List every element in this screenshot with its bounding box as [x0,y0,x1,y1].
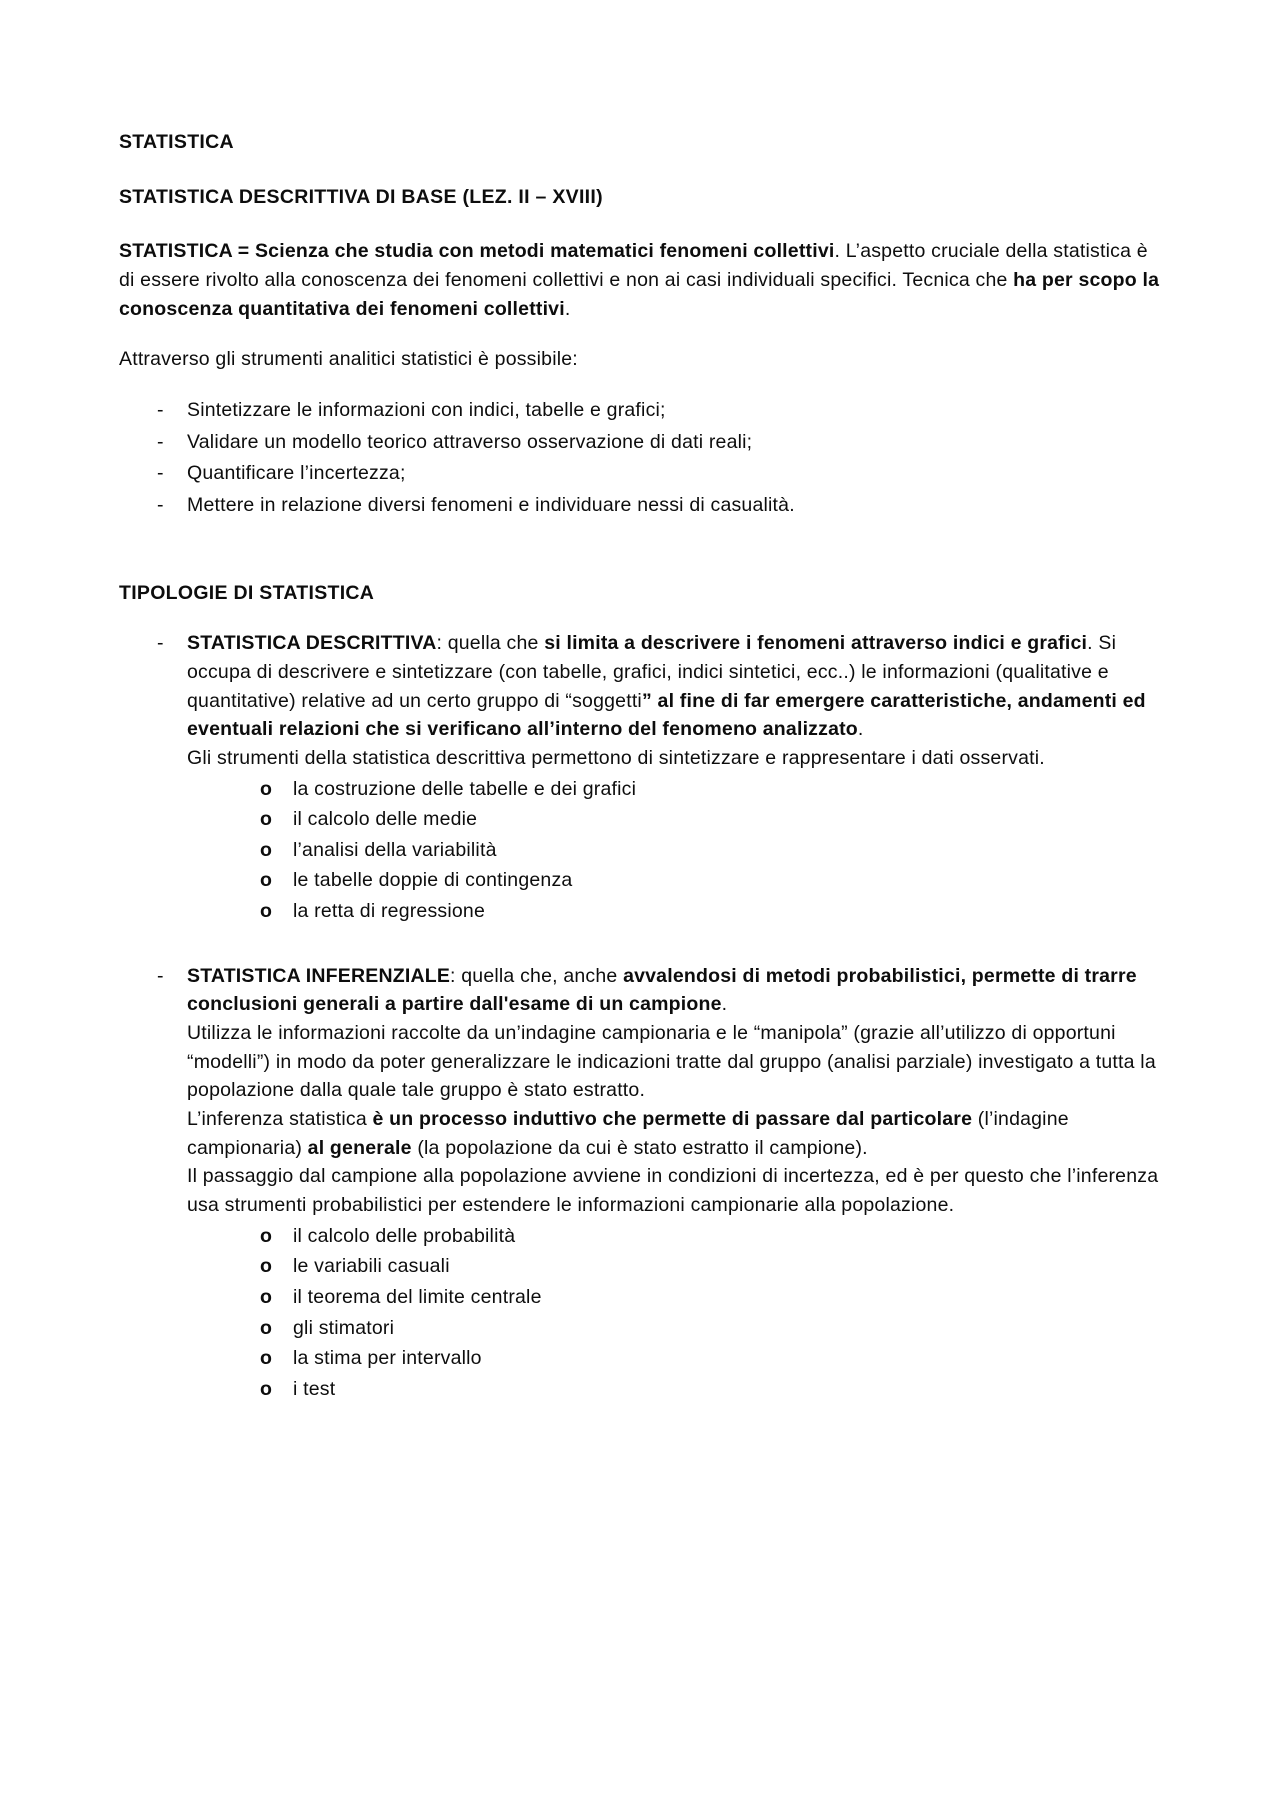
list-item [119,459,1162,488]
list-item-label: gli stimatori [293,1316,395,1339]
circle-bullet-icon: o [260,869,273,892]
list-item [187,1314,1162,1343]
intro-bullet-list [119,396,1162,520]
inferenziale-body-3: Il passaggio dal campione alla popolazione avviene in condizioni di incertezza, ed è per questo che l’inferenza usa strumenti probabilistici per estendere le informazioni campionarie alla popolazione. [187,1165,1159,1217]
circle-bullet-icon: o [260,1347,273,1370]
definition-normal-2: . [564,297,571,320]
circle-bullet-icon: o [260,1286,273,1308]
tipologie-list [119,629,1162,926]
list-item-label: le tabelle doppie di contingenza [293,869,573,892]
list-item-statistica-descrittiva [119,629,1162,926]
list-item [119,396,1162,425]
list-item [187,897,1162,926]
definition-bold-lead: STATISTICA = Scienza che studia con metodi matematici fenomeni collettivi [119,240,835,263]
dash-bullet-icon: - [157,430,164,453]
section-spacer [119,523,1162,579]
list-item [187,805,1162,834]
descrittiva-normal-1: . Si occupa di descrivere e sintetizzare (con tabelle, grafici, indici sintetici, ecc..) le informazioni (qualitative e quantitative) relative ad un certo gruppo di “soggetti [187,632,1117,712]
definition-normal-1: . L’aspetto cruciale della statistica è di essere rivolto alla conoscenza dei fenomeni collettivi e non ai casi individuali specifici. Tecnica che [119,240,1148,291]
inferenziale-body-1: Utilizza le informazioni raccolte da un’indagine campionaria e le “manipola” (grazie all’utilizzo di opportuni “modelli”) in modo da poter generalizzare le indicazioni tratte dal gruppo (analisi parziale) investigato a tutta la popolazione dalla quale tale gruppo è stato estratto. [187,1022,1156,1102]
intro-lead: Attraverso gli strumenti analitici statistici è possibile: [119,348,578,371]
dash-bullet-icon: - [157,632,164,655]
list-item-label: il calcolo delle medie [293,808,478,831]
list-item [187,775,1162,804]
list-item [187,866,1162,895]
definition-paragraph [119,237,1162,323]
list-item [119,428,1162,457]
descrittiva-term: STATISTICA DESCRITTIVA [187,632,437,655]
circle-bullet-icon: o [260,1255,273,1278]
list-item-label: Quantificare l’incertezza; [187,462,406,485]
list-item-label: Mettere in relazione diversi fenomeni e individuare nessi di casualità. [187,493,795,516]
inferenziale-sub-list [187,1222,1162,1404]
document-body [119,128,1162,1404]
page-title: STATISTICA [119,131,234,153]
dash-bullet-icon: - [157,493,164,516]
inferenziale-bold-1: avvalendosi di metodi probabilistici, permette di trarre conclusioni generali a partire dall'esame di un campione [187,964,1137,1016]
dash-bullet-icon: - [157,398,164,421]
circle-bullet-icon: o [260,1377,273,1400]
list-item-label: i test [293,1377,336,1400]
descrittiva-colon: : quella che [436,632,545,655]
list-item-label: il teorema del limite centrale [293,1286,542,1308]
descrittiva-normal-2: . [857,718,864,741]
list-item [187,1222,1162,1251]
inferenziale-b2-normal-3: (la popolazione da cui è stato estratto il campione). [411,1136,868,1159]
list-item [187,1252,1162,1281]
dash-bullet-icon: - [157,964,164,987]
list-item-label: l’analisi della variabilità [293,838,497,861]
list-item [187,1375,1162,1404]
tipologie-list-2 [119,962,1162,1404]
list-item [187,1344,1162,1373]
list-item-label: il calcolo delle probabilità [293,1224,516,1247]
definition-bold-2: ha per scopo la conoscenza quantitativa dei fenomeni collettivi [119,268,1160,320]
list-item-label: le variabili casuali [293,1255,450,1278]
inferenziale-b2-normal-2: (l’indagine campionaria) [187,1108,1069,1159]
circle-bullet-icon: o [260,777,273,800]
descrittiva-bold-1: si limita a descrivere i fenomeni attraverso indici e grafici [544,632,1088,655]
circle-bullet-icon: o [260,838,273,861]
descrittiva-closing-line: Gli strumenti della statistica descrittiva permettono di sintetizzare e rappresentare i dati osservati. [187,746,1045,769]
circle-bullet-icon: o [260,808,273,831]
inferenziale-body [187,965,1137,1016]
list-item [119,491,1162,520]
document-subtitle: STATISTICA DESCRITTIVA DI BASE (LEZ. II – XVIII) [119,185,603,208]
inferenziale-b2-bold-1: è un processo induttivo che permette di passare dal particolare [372,1108,973,1131]
inferenziale-b2-bold-2: al generale [307,1136,412,1159]
list-item-label: la costruzione delle tabelle e dei grafici [293,777,637,800]
dash-bullet-icon: - [157,462,164,485]
circle-bullet-icon: o [260,1224,273,1247]
list-item [187,1283,1162,1312]
list-item [187,836,1162,865]
list-item-statistica-inferenziale [119,962,1162,1404]
descrittiva-body [187,632,1146,740]
list-item-label: Validare un modello teorico attraverso osservazione di dati reali; [187,430,753,453]
list-item-label: la stima per intervallo [293,1347,482,1370]
section-heading-tipologie: TIPOLOGIE DI STATISTICA [119,581,375,604]
descrittiva-sub-list [187,775,1162,926]
inferenziale-term: STATISTICA INFERENZIALE [187,964,451,987]
inferenziale-body-2 [187,1105,1162,1162]
inferenziale-normal-1: . [721,993,728,1016]
descrittiva-bold-2: ” al fine di far emergere caratteristiche, andamenti ed eventuali relazioni che si verificano all’interno del fenomeno analizzato [187,689,1146,741]
inferenziale-b2-normal-1: L’inferenza statistica [187,1108,373,1131]
list-item-label: la retta di regressione [293,900,486,923]
list-item-label: Sintetizzare le informazioni con indici, tabelle e grafici; [187,398,666,421]
inferenziale-colon: : quella che, anche [450,964,624,987]
subsection-spacer [119,928,1162,962]
circle-bullet-icon: o [260,1316,273,1339]
circle-bullet-icon: o [260,900,273,923]
